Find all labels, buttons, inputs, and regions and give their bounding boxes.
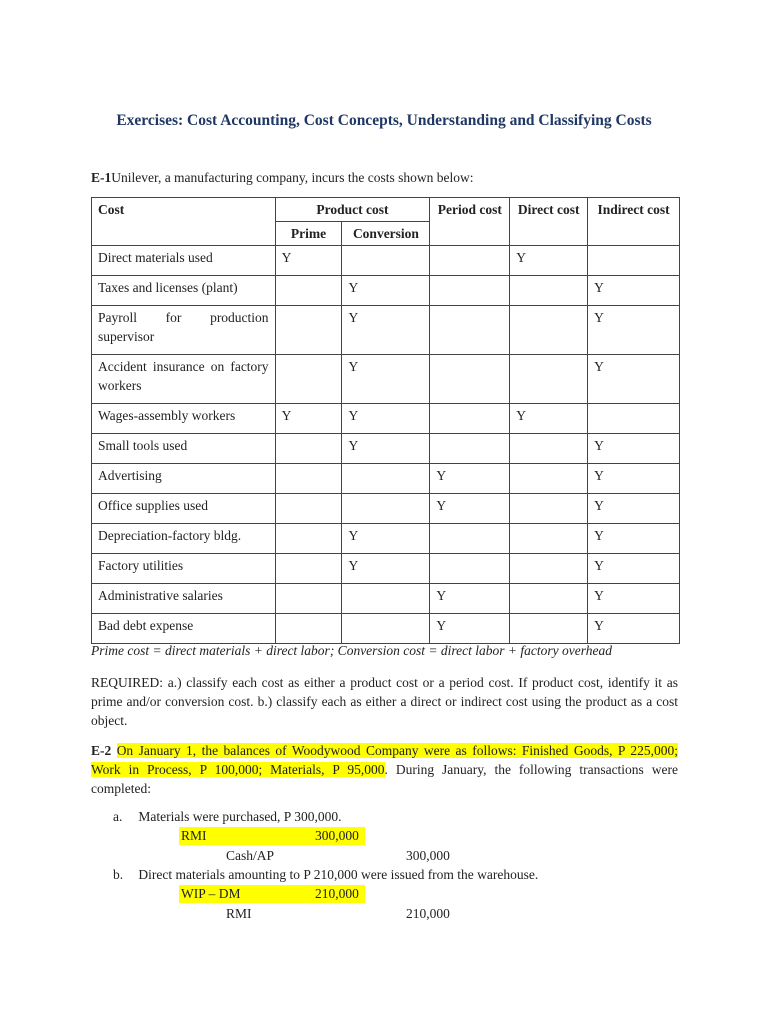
cost-name: Office supplies used: [92, 494, 276, 524]
cost-name: Factory utilities: [92, 554, 276, 584]
indirect-cell: Y: [588, 494, 680, 524]
cost-name: Wages-assembly workers: [92, 404, 276, 434]
period-cell: [430, 404, 510, 434]
conversion-cell: Y: [342, 554, 430, 584]
cost-name: Advertising: [92, 464, 276, 494]
prime-cell: [275, 355, 342, 404]
indirect-cell: Y: [588, 614, 680, 644]
prime-cell: [275, 614, 342, 644]
transaction-text: Direct materials amounting to P 210,000 were issued from the warehouse.: [138, 867, 539, 882]
table-row: [92, 584, 680, 614]
table-row: [92, 524, 680, 554]
conversion-cell: Y: [342, 404, 430, 434]
indirect-cell: Y: [588, 355, 680, 404]
debit-account: RMI: [181, 828, 207, 843]
direct-cell: [510, 614, 588, 644]
table-row: [92, 554, 680, 584]
e1-intro-text: Unilever, a manufacturing company, incurs the costs shown below:: [111, 170, 474, 185]
credit-account: Cash/AP: [226, 848, 275, 863]
table-row: [92, 434, 680, 464]
direct-cell: [510, 434, 588, 464]
prime-cell: [275, 464, 342, 494]
direct-cell: [510, 306, 588, 355]
table-row: [92, 276, 680, 306]
required-instructions: REQUIRED: a.) classify each cost as either a product cost or a period cost. If product cost, identify it as prime and/or conversion cost. b.) classify each as either a direct or indirect cost using the product as a cost object.: [91, 675, 678, 728]
debit-amount: 210,000: [315, 886, 359, 901]
conversion-cell: [342, 246, 430, 276]
debit-account: WIP – DM: [181, 886, 241, 901]
prime-cell: [275, 584, 342, 614]
prime-cell: Y: [275, 246, 342, 276]
table-row: [92, 464, 680, 494]
header-indirect-cost: Indirect cost: [588, 198, 680, 246]
table-row: [92, 494, 680, 524]
header-direct-cost: Direct cost: [510, 198, 588, 246]
period-cell: Y: [430, 584, 510, 614]
e2-intro-rest: . During January, the following transactions were completed:: [91, 762, 678, 796]
indirect-cell: Y: [588, 434, 680, 464]
cost-name: Administrative salaries: [92, 584, 276, 614]
conversion-cell: Y: [342, 306, 430, 355]
cost-name: Depreciation-factory bldg.: [92, 524, 276, 554]
debit-amount: 300,000: [315, 828, 359, 843]
period-cell: Y: [430, 464, 510, 494]
cost-name: Payroll for production supervisor: [92, 306, 276, 355]
conversion-cell: [342, 584, 430, 614]
direct-cell: [510, 524, 588, 554]
indirect-cell: [588, 246, 680, 276]
conversion-cell: [342, 494, 430, 524]
direct-cell: Y: [510, 246, 588, 276]
header-prime: Prime: [275, 222, 342, 246]
e1-label: E-1: [91, 170, 112, 185]
credit-account: RMI: [226, 906, 252, 921]
period-cell: [430, 355, 510, 404]
direct-cell: Y: [510, 404, 588, 434]
transaction-b: [113, 866, 538, 884]
e2-label: E-2: [91, 743, 112, 758]
period-cell: [430, 524, 510, 554]
direct-cell: [510, 554, 588, 584]
conversion-cell: Y: [342, 355, 430, 404]
period-cell: [430, 434, 510, 464]
transaction-text: Materials were purchased, P 300,000.: [138, 809, 342, 824]
indirect-cell: Y: [588, 524, 680, 554]
prime-cell: [275, 434, 342, 464]
cost-classification-table: [91, 197, 680, 644]
header-period-cost: Period cost: [430, 198, 510, 246]
cost-name: Bad debt expense: [92, 614, 276, 644]
period-cell: [430, 554, 510, 584]
direct-cell: [510, 494, 588, 524]
header-cost: Cost: [92, 198, 276, 246]
e2-intro: [91, 741, 678, 798]
transaction-letter: a.: [113, 809, 123, 824]
conversion-cell: Y: [342, 276, 430, 306]
direct-cell: [510, 355, 588, 404]
conversion-cell: Y: [342, 434, 430, 464]
cost-name: Small tools used: [92, 434, 276, 464]
table-row: [92, 404, 680, 434]
direct-cell: [510, 276, 588, 306]
period-cell: Y: [430, 614, 510, 644]
table-row: [92, 306, 680, 355]
header-conversion: Conversion: [342, 222, 430, 246]
e1-intro: [91, 169, 681, 187]
cost-name: Accident insurance on factory workers: [92, 355, 276, 404]
prime-cell: [275, 276, 342, 306]
table-row: [92, 614, 680, 644]
credit-amount: 210,000: [406, 906, 450, 921]
period-cell: [430, 276, 510, 306]
table-row: [92, 246, 680, 276]
prime-cell: [275, 494, 342, 524]
cost-formula-note: Prime cost = direct materials + direct labor; Conversion cost = direct labor + factory overhead: [91, 643, 612, 658]
indirect-cell: Y: [588, 554, 680, 584]
indirect-cell: Y: [588, 464, 680, 494]
indirect-cell: [588, 404, 680, 434]
cost-name: Taxes and licenses (plant): [92, 276, 276, 306]
credit-amount: 300,000: [406, 848, 450, 863]
prime-cell: Y: [275, 404, 342, 434]
table-row: [92, 355, 680, 404]
indirect-cell: Y: [588, 584, 680, 614]
indirect-cell: Y: [588, 306, 680, 355]
e2-highlighted-balances: On January 1, the balances of Woodywood Company were as follows: Finished Goods, P 225,000; Work in Process, P 100,000; Materials, P 95,000: [91, 743, 678, 777]
conversion-cell: Y: [342, 524, 430, 554]
page-title: Exercises: Cost Accounting, Cost Concepts, Understanding and Classifying Costs: [116, 112, 652, 129]
conversion-cell: [342, 614, 430, 644]
header-product-cost: Product cost: [275, 198, 430, 222]
indirect-cell: Y: [588, 276, 680, 306]
period-cell: [430, 246, 510, 276]
conversion-cell: [342, 464, 430, 494]
period-cell: [430, 306, 510, 355]
prime-cell: [275, 306, 342, 355]
prime-cell: [275, 554, 342, 584]
transaction-letter: b.: [113, 867, 124, 882]
prime-cell: [275, 524, 342, 554]
direct-cell: [510, 584, 588, 614]
direct-cell: [510, 464, 588, 494]
transaction-a: [113, 808, 341, 826]
period-cell: Y: [430, 494, 510, 524]
cost-name: Direct materials used: [92, 246, 276, 276]
